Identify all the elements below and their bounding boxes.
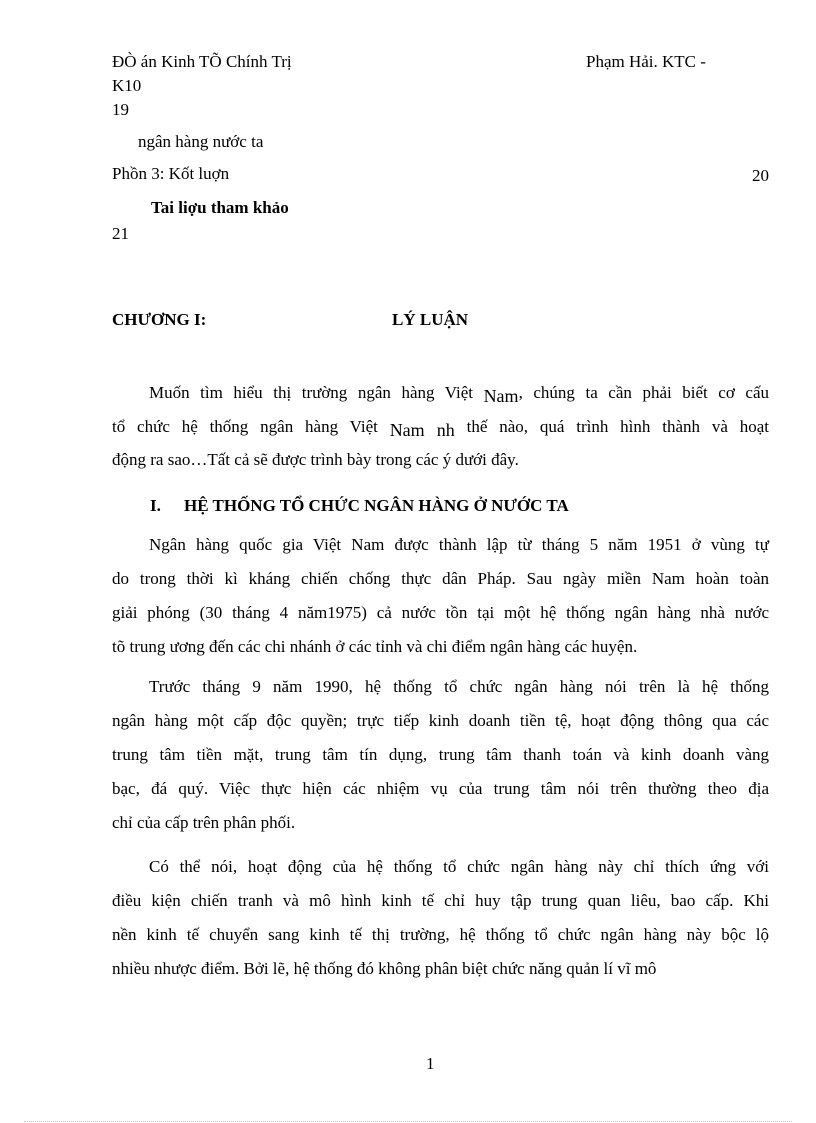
- document-title: ĐÒ án Kinh TÕ Chính Trị: [112, 52, 292, 71]
- paragraph-line: nhiều nhược điểm. Bởi lẽ, hệ thống đó không phân biệt chức năng quản lí vĩ mô: [112, 959, 657, 978]
- paragraph-line: bạc, đá quý. Việc thực hiện các nhiệm vụ của trung tâm nói trên thường theo địa: [112, 779, 769, 798]
- paragraph-line: Có thể nói, hoạt động của hệ thống tổ chức ngân hàng này chỉ thích ứng với: [149, 857, 769, 876]
- page-number: 1: [426, 1054, 435, 1073]
- intro-text: Muốn tìm hiểu thị trường ngân hàng Việt: [149, 383, 484, 402]
- body-paragraph: [112, 670, 769, 840]
- section-number: I.: [150, 496, 161, 515]
- class-code: K10: [112, 76, 142, 95]
- intro-text: Nam: [483, 386, 519, 406]
- toc-item-conclusion: Phồn 3: Kốt luợn: [112, 164, 230, 183]
- body-paragraph: [112, 528, 769, 664]
- intro-paragraph: [112, 375, 769, 477]
- paragraph-line: chỉ của cấp trên phân phối.: [112, 813, 296, 832]
- author-name: Phạm Hải. KTC -: [586, 52, 706, 71]
- intro-text: tổ chức hệ thống ngân hàng Việt: [112, 417, 390, 436]
- paragraph-line: ngân hàng một cấp độc quyền; trực tiếp kinh doanh tiền tệ, hoạt động thông qua các: [112, 711, 769, 730]
- paragraph-line: điều kiện chiến tranh và mô hình kinh tế chỉ huy tập trung quan liêu, bao cấp. Khi: [112, 891, 769, 910]
- paragraph-line: Trước tháng 9 năm 1990, hệ thống tổ chức ngân hàng nói trên là hệ thống: [149, 677, 769, 696]
- paragraph-line: Ngân hàng quốc gia Việt Nam được thành lập từ tháng 5 năm 1951 ở vùng tự: [149, 535, 769, 554]
- intro-text: Nam nh: [389, 420, 455, 440]
- paragraph-line: tõ trung ương đến các chi nhánh ở các tỉnh và chi điểm ngân hàng các huyện.: [112, 637, 638, 656]
- intro-text: , chúng ta cần phải biết cơ cấu: [518, 383, 769, 402]
- toc-item-references: Tai liợu tham khảo: [151, 198, 289, 217]
- toc-item: ngân hàng nước ta: [138, 132, 264, 151]
- paragraph-line: nền kinh tế chuyển sang kinh tế thị trường, hệ thống tổ chức ngân hàng này bộc lộ: [112, 925, 769, 944]
- paragraph-line: giải phóng (30 tháng 4 năm1975) cả nước tồn tại một hệ thống ngân hàng nhà nước: [112, 603, 769, 622]
- intro-text: động ra sao…Tất cả sẽ được trình bày trong các ý dưới đây.: [112, 450, 519, 469]
- toc-page-number: 20: [752, 166, 769, 185]
- chapter-label: CHƯƠNG I:: [112, 310, 207, 329]
- chapter-title: LÝ LUẬN: [392, 310, 469, 329]
- paragraph-line: trung tâm tiền mặt, trung tâm tín dụng, trung tâm thanh toán và kinh doanh vàng: [112, 745, 769, 764]
- toc-page-number: 21: [112, 224, 129, 243]
- body-paragraph: [112, 850, 769, 986]
- toc-page-number: 19: [112, 100, 129, 119]
- paragraph-line: do trong thời kì kháng chiến chống thực dân Pháp. Sau ngày miền Nam hoàn toàn: [112, 569, 769, 588]
- page-bottom-edge: [24, 1121, 792, 1122]
- section-title: HỆ THỐNG TỔ CHỨC NGÂN HÀNG Ở NƯỚC TA: [184, 496, 569, 515]
- intro-text: thế nào, quá trình hình thành và hoạt: [454, 417, 769, 436]
